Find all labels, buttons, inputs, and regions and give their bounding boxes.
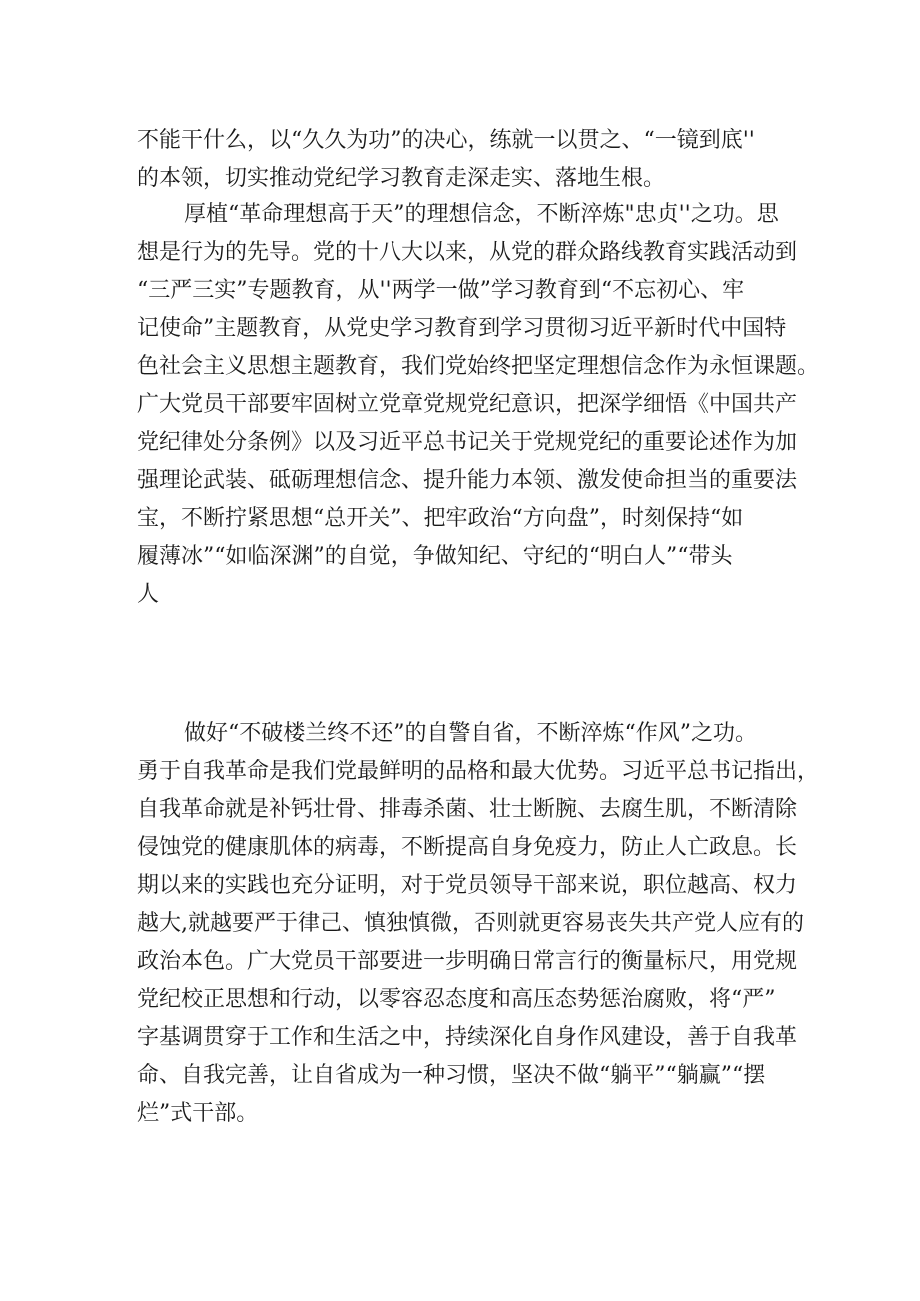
text-line: 政治本色。广大党员干部要进一步明确日常言行的衡量标尺，用党规 [137, 949, 798, 974]
text-line: 履薄冰”“如临深渊”的自觉，争做知纪、守纪的“明白人”“带头 [137, 544, 733, 569]
paragraph-1 [137, 122, 755, 198]
text-line: 的本领，切实推动党纪学习教育走深走实、落地生根。 [137, 166, 666, 191]
text-line: 做好“不破楼兰终不还”的自警自省，不断淬炼“作风”之功。 [184, 721, 757, 746]
text-line: 字基调贯穿于工作和生活之中，持续深化自身作风建设，善于自我革 [137, 1025, 798, 1050]
text-line: 侵蚀党的健康肌体的病毒，不断提高自身免疫力，防止人亡政息。长 [137, 835, 798, 860]
text-line: 命、自我完善，让自省成为一种习惯，坚决不做“躺平”“躺赢”“摆 [137, 1063, 766, 1088]
text-line: 记使命”主题教育，从党史学习教育到学习贯彻习近平新时代中国特 [137, 316, 787, 341]
text-line: 色社会主义思想主题教育，我们党始终把坚定理想信念作为永恒课题。 [137, 354, 820, 379]
text-line: 想是行为的先导。党的十八大以来，从党的群众路线教育实践活动到 [137, 240, 798, 265]
text-line: 党纪律处分条例》以及习近平总书记关于党规党纪的重要论述作为加 [137, 430, 798, 455]
text-line: 不能干什么，以“久久为功”的决心，练就一以贯之、“一镜到底'' [137, 128, 755, 153]
text-line: 勇于自我革命是我们党最鲜明的品格和最大优势。习近平总书记指出， [137, 759, 820, 784]
text-line: 越大,就越要严于律己、慎独慎微，否则就更容易丧失共产党人应有的 [137, 911, 804, 936]
text-line: 人 [137, 582, 160, 607]
text-line: 宝，不断拧紧思想“总开关”、把牢政治“方向盘”，时刻保持“如 [137, 506, 744, 531]
text-line: “三严三实”专题教育，从''两学一做”学习教育到“不忘初心、牢 [137, 278, 745, 303]
text-line: 广大党员干部要牢固树立党章党规党纪意识，把深学细悟《中国共产 [137, 392, 798, 417]
text-line: 自我革命就是补钙壮骨、排毒杀菌、壮士断腕、去腐生肌，不断清除 [137, 797, 798, 822]
paragraph-2 [137, 196, 819, 614]
text-line: 烂”式干部。 [137, 1101, 259, 1126]
text-line: 强理论武装、砥砺理想信念、提升能力本领、激发使命担当的重要法 [137, 468, 798, 493]
text-line: 期以来的实践也充分证明，对于党员领导干部来说，职位越高、权力 [137, 873, 798, 898]
text-line: 党纪校正思想和行动，以零容忍态度和高压态势惩治腐败，将“严” [137, 987, 776, 1012]
paragraph-3 [137, 715, 819, 1133]
text-line: 厚植“革命理想高于天”的理想信念，不断淬炼"忠贞''之功。思 [184, 202, 779, 227]
